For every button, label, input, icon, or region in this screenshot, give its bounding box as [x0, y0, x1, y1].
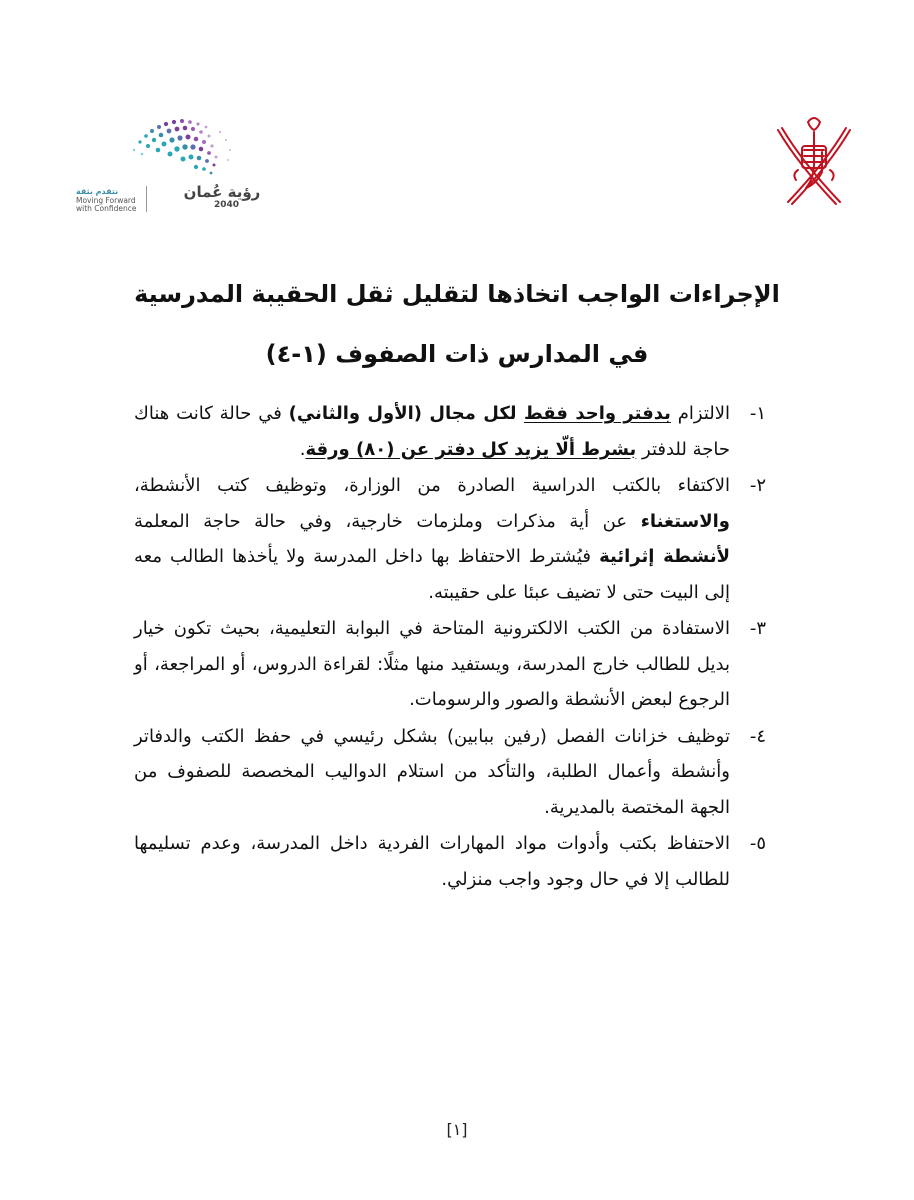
vision-slogan-en-1: Moving Forward [76, 195, 136, 205]
item-number: ٥- [749, 833, 766, 854]
item-number: ١- [749, 403, 766, 424]
item-text: الاكتفاء بالكتب الدراسية الصادرة من الوزارة، وتوظيف كتب الأنشطة، [134, 475, 730, 496]
vision-arabic-name: رؤية عُمان [183, 183, 261, 201]
list-item [134, 826, 766, 897]
oman-emblem-logo [768, 112, 860, 212]
item-number: ٣- [749, 618, 766, 639]
item-emphasis-underline: بدفتر واحد فقط [523, 403, 671, 424]
item-number: ٢- [749, 475, 766, 496]
item-text: عن أية مذكرات وملزمات خارجية، وفي حالة حاجة المعلمة [134, 510, 641, 532]
procedures-list [134, 396, 766, 898]
item-text: الاستفادة من الكتب الالكترونية المتاحة في البوابة التعليمية، بحيث تكون خيار بديل للطالب خارج المدرسة، ويستفيد منها مثلًا: لقراءة الدروس، أو المراجعة، أو الرجوع لبعض الأنشطة والصور والرسومات. [134, 618, 730, 710]
vision-slogan [76, 188, 144, 214]
item-emphasis: والاستغناء [640, 510, 730, 532]
item-text: الاحتفاظ بكتب وأدوات مواد المهارات الفردية داخل المدرسة، وعدم تسليمها للطالب إلا في حال وجود واجب منزلي. [134, 833, 730, 890]
item-emphasis-underline: بشرط ألّا يزيد كل دفتر عن (٨٠) ورقة [305, 438, 637, 460]
list-item [134, 719, 766, 826]
document-subtitle: في المدارس ذات الصفوف (١-٤) [265, 340, 649, 368]
item-text: . [299, 438, 306, 460]
item-text: في حالة كانت هناك حاجة للدفتر [134, 403, 730, 460]
vision-year: 2040 [214, 200, 240, 210]
list-item [134, 611, 766, 718]
vision-separator [146, 186, 147, 212]
vision-slogan-en-2: with Confidence [76, 204, 137, 213]
item-text: توظيف خزانات الفصل (رفين ببابين) بشكل رئيسي في حفظ الكتب والدفاتر وأنشطة وأعمال الطلبة، والتأكد من استلام الدواليب المخصصة للصفوف من الجهة المختصة بالمديرية. [134, 725, 730, 818]
list-item [134, 396, 766, 467]
item-emphasis: لأنشطة إثرائية [599, 546, 730, 567]
item-text: فيُشترط الاحتفاظ بها داخل المدرسة ولا يأخذها الطالب معه إلى البيت حتى لا تضيف عبئا على حقيبته. [134, 546, 730, 603]
page-number: [١] [446, 1120, 468, 1139]
list-item [134, 468, 766, 610]
item-emphasis: لكل مجال (الأول والثاني) [288, 403, 524, 424]
oman-vision-2040-logo [76, 112, 266, 212]
vision-dot-swirl-graphic [120, 112, 260, 184]
document-title: الإجراءات الواجب اتخاذها لتقليل ثقل الحقيبة المدرسية [134, 280, 780, 308]
item-number: ٤- [749, 725, 766, 747]
item-text: الالتزام [670, 403, 731, 424]
vision-slogan-arabic: نتقدم بثقة [76, 187, 119, 196]
